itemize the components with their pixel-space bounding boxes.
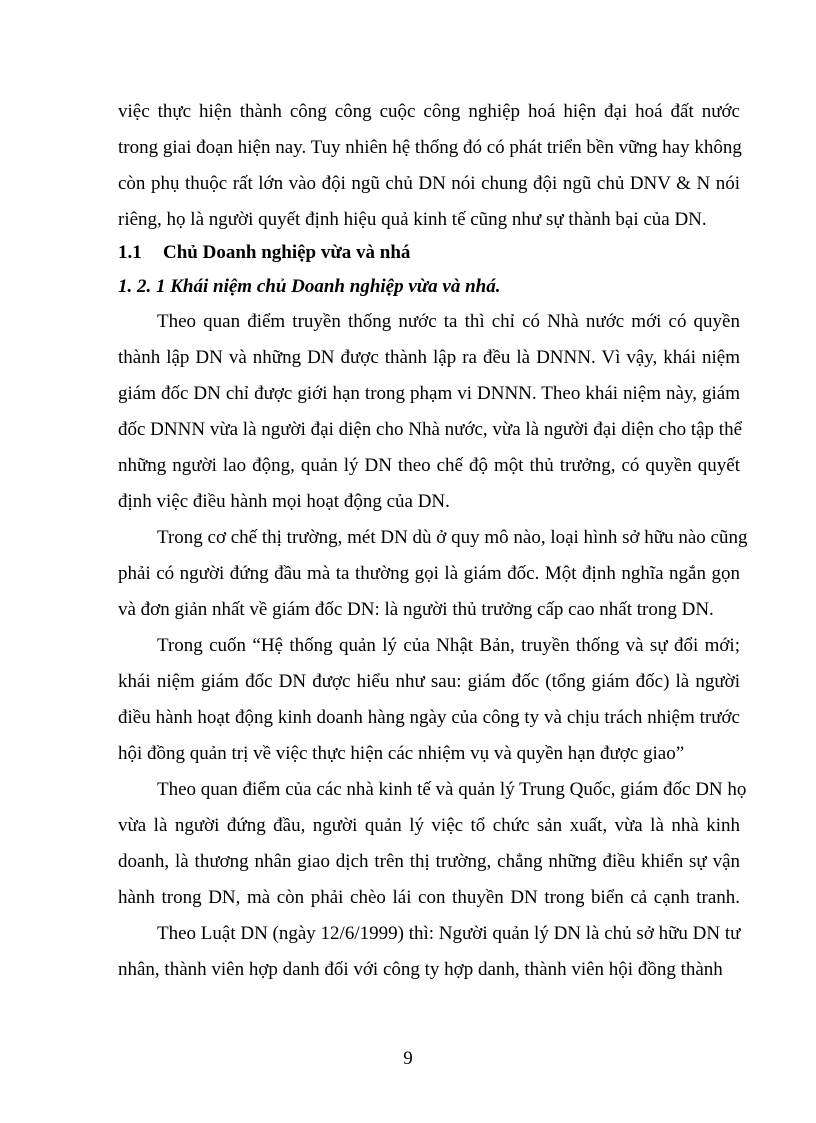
text-line: vừa là người đứng đầu, người quản lý việc tổ chức sản xuất, vừa là nhà kinh — [118, 815, 740, 836]
text-line: Trong cơ chế thị trường, mét DN dù ở quy mô nào, loại hình sở hữu nào cũng — [157, 527, 748, 548]
text-line: định việc điều hành mọi hoạt động của DN. — [118, 491, 450, 512]
text-line: đốc DNNN vừa là người đại diện cho Nhà nước, vừa là người đại diện cho tập thể — [118, 419, 743, 440]
text-line: giám đốc DN chỉ được giới hạn trong phạm vi DNNN. Theo khái niệm này, giám — [118, 383, 740, 404]
page-number: 9 — [403, 1048, 413, 1069]
text-line: còn phụ thuộc rất lớn vào đội ngũ chủ DN nói chung đội ngũ chủ DNV & N nói — [118, 173, 740, 194]
text-line: thành lập DN và những DN được thành lập ra đều là DNNN. Vì vậy, khái niệm — [118, 347, 740, 368]
text-line: Theo Luật DN (ngày 12/6/1999) thì: Người quản lý DN là chủ sở hữu DN tư — [157, 923, 741, 944]
text-line: và đơn giản nhất về giám đốc DN: là người thủ trưởng cấp cao nhất trong DN. — [118, 599, 714, 620]
text-line: Trong cuốn “Hệ thống quản lý của Nhật Bản, truyền thống và sự đổi mới; — [157, 635, 740, 656]
text-line: việc thực hiện thành công công cuộc công nghiệp hoá hiện đại hoá đất nước — [118, 101, 740, 122]
text-line: Theo quan điểm truyền thống nước ta thì chỉ có Nhà nước mới có quyền — [157, 311, 740, 332]
text-line: riêng, họ là người quyết định hiệu quả kinh tế cũng như sự thành bại của DN. — [118, 209, 707, 230]
text-line: phải có người đứng đầu mà ta thường gọi là giám đốc. Một định nghĩa ngắn gọn — [118, 563, 740, 584]
text-line: điều hành hoạt động kinh doanh hàng ngày của công ty và chịu trách nhiệm trước — [118, 707, 740, 728]
text-line: khái niệm giám đốc DN được hiểu như sau: giám đốc (tổng giám đốc) là người — [118, 671, 740, 692]
text-line: trong giai đoạn hiện nay. Tuy nhiên hệ thống đó có phát triển bền vững hay không — [118, 137, 742, 158]
text-line: Theo quan điểm của các nhà kinh tế và quản lý Trung Quốc, giám đốc DN họ — [157, 779, 747, 800]
text-line: những người lao động, quản lý DN theo chế độ một thủ trưởng, có quyền quyết — [118, 455, 740, 476]
section-number: 1.1 — [118, 242, 142, 263]
text-line: hội đồng quản trị về việc thực hiện các nhiệm vụ và quyền hạn được giao” — [118, 743, 685, 764]
section-title: Chủ Doanh nghiệp vừa và nhá — [163, 242, 411, 263]
text-line: doanh, là thương nhân giao dịch trên thị trường, chẳng những điều khiển sự vận — [118, 851, 740, 872]
text-line: hành trong DN, mà còn phải chèo lái con thuyền DN trong biển cả cạnh tranh. — [118, 887, 740, 908]
text-line: nhân, thành viên hợp danh đối với công ty hợp danh, thành viên hội đồng thành — [118, 959, 723, 980]
subsection-title: 1. 2. 1 Khái niệm chủ Doanh nghiệp vừa và nhá. — [118, 276, 501, 297]
